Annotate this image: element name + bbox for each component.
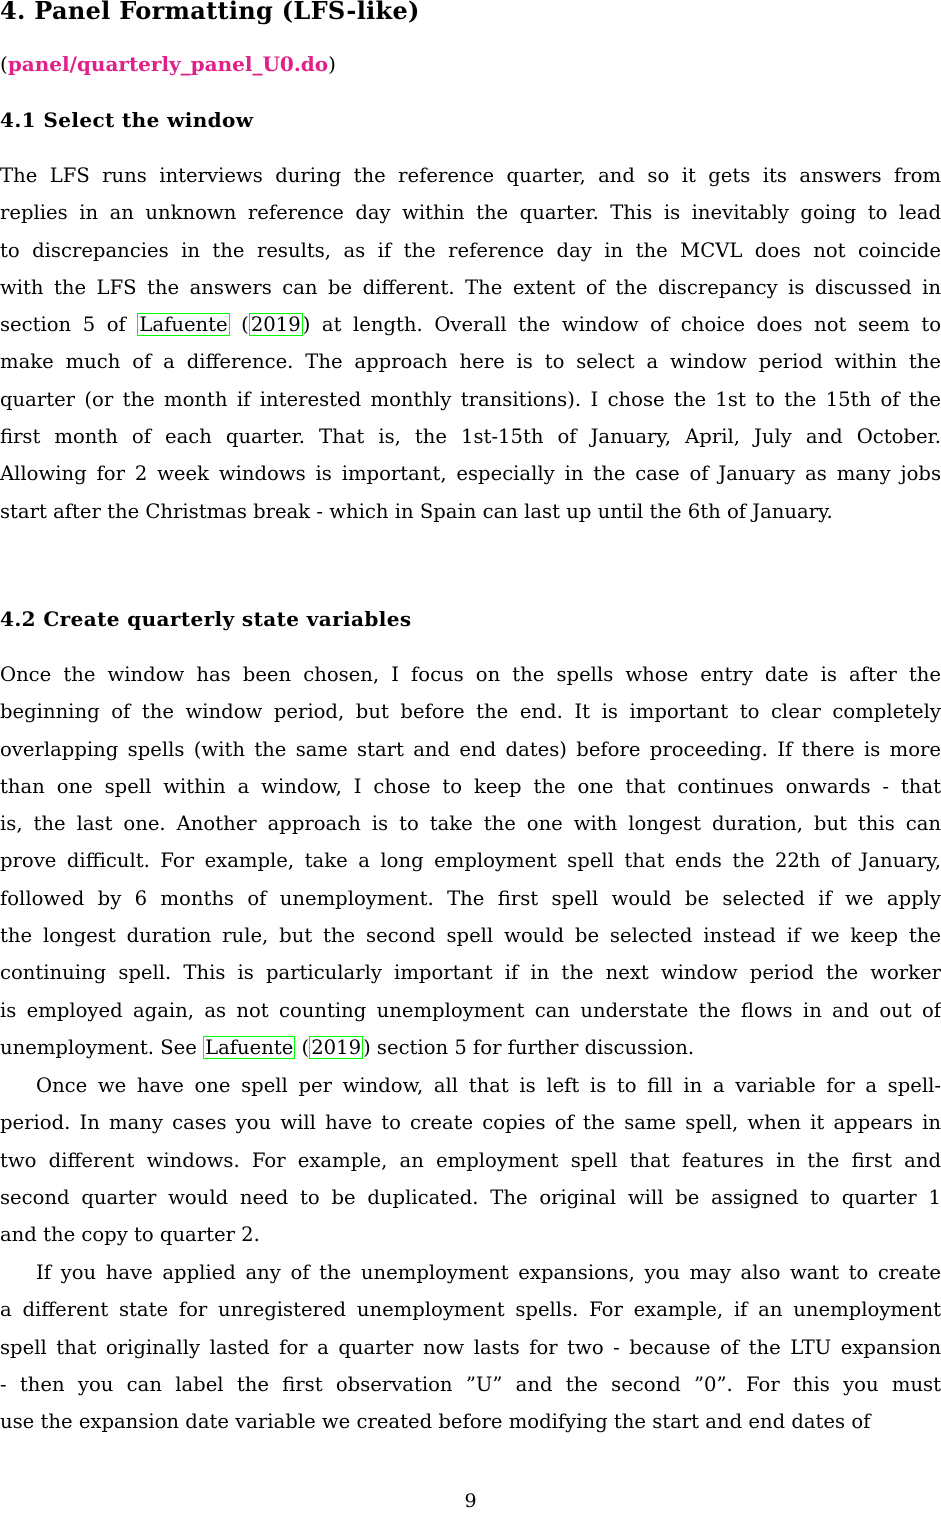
text-line: to discrepancies in the results, as if the reference day in the MCVL does not coincide [0,238,941,262]
page-number: 9 [464,1490,477,1512]
citation-year-link[interactable]: 2019 [311,1035,362,1059]
text-line: is employed again, as not counting unemployment can understate the flows in and out of [0,998,941,1022]
text-line: The LFS runs interviews during the reference quarter, and so it gets its answers from [0,164,941,187]
text-line: spell that originally lasted for a quarter now lasts for two - because of the LTU expansion [0,1335,941,1359]
text-line: two different windows. For example, an employment spell that features in the first and [0,1148,941,1172]
text-line: replies in an unknown reference day within the quarter. This is inevitably going to lead [0,201,941,225]
text-line: with the LFS the answers can be different. The extent of the discrepancy is discussed in [0,275,941,299]
text-line: use the expansion date variable we created before modifying the start and end dates of [0,1410,871,1434]
paren-open: ( [0,52,8,76]
text-line [0,306,941,343]
text-line: start after the Christmas break - which in Spain can last up until the 6th of January. [0,499,833,523]
text-line: Allowing for 2 week windows is important, especially in the case of January as many jobs [0,462,941,486]
text-line: second quarter would need to be duplicated. The original will be assigned to quarter 1 [0,1185,941,1209]
citation-author-link[interactable]: Lafuente [139,313,228,337]
file-path-line [0,52,336,76]
text-line: followed by 6 months of unemployment. The first spell would be selected if we apply [0,886,941,910]
text-line: overlapping spells (with the same start and end dates) before proceeding. If there is more [0,737,941,761]
text-line: continuing spell. This is particularly important if in the next window period the worker [0,961,941,985]
text-line: If you have applied any of the unemployment expansions, you may also want to create [36,1261,941,1284]
text-line: make much of a difference. The approach here is to select a window period within the [0,350,941,374]
section-title: 4. Panel Formatting (LFS-like) [0,0,420,25]
paragraph-4-2-3 [0,1254,941,1440]
text-line: - then you can label the first observation ”U” and the second ”0”. For this you must [0,1372,941,1396]
text-line: first month of each quarter. That is, the 1st-15th of January, April, July and October. [0,425,941,449]
citation-author-link[interactable]: Lafuente [205,1035,294,1059]
paragraph-4-2-2 [0,1067,941,1253]
text-segment: ( [229,313,249,337]
text-line: period. In many cases you will have to create copies of the same spell, when it appears in [0,1111,941,1135]
text-line: is, the last one. Another approach is to take the one with longest duration, but this can [0,812,941,836]
text-line: and the copy to quarter 2. [0,1223,260,1247]
text-segment: ) section 5 for further discussion. [363,1035,695,1059]
text-segment: section 5 of [0,313,138,337]
text-line: Once we have one spell per window, all that is left is to fill in a variable for a spell- [36,1074,941,1097]
text-line: Once the window has been chosen, I focus on the spells whose entry date is after the [0,663,941,686]
subsection-title-4-1: 4.1 Select the window [0,108,254,132]
paragraph-4-2-1 [0,656,941,1066]
file-path-link[interactable]: panel/quarterly_panel_U0.do [7,52,329,76]
text-segment: unemployment. See [0,1035,204,1059]
text-segment: ) at length. Overall the window of choice does not seem to [302,313,941,337]
paragraph-4-1-1 [0,157,941,530]
paren-close: ) [328,52,336,76]
text-line: the longest duration rule, but the second spell would be selected instead if we keep the [0,924,941,948]
text-line: prove difficult. For example, take a long employment spell that ends the 22th of January, [0,849,941,873]
text-line [0,1029,941,1066]
text-line: beginning of the window period, but before the end. It is important to clear completely [0,700,941,724]
citation-year-link[interactable]: 2019 [250,313,301,337]
subsection-title-4-2: 4.2 Create quarterly state variables [0,607,412,631]
text-line: a different state for unregistered unemployment spells. For example, if an unemployment [0,1298,941,1322]
text-line: than one spell within a window, I chose to keep the one that continues onwards - that [0,774,941,798]
text-line: quarter (or the month if interested monthly transitions). I chose the 1st to the 15th of the [0,387,941,411]
text-segment: ( [295,1035,310,1059]
